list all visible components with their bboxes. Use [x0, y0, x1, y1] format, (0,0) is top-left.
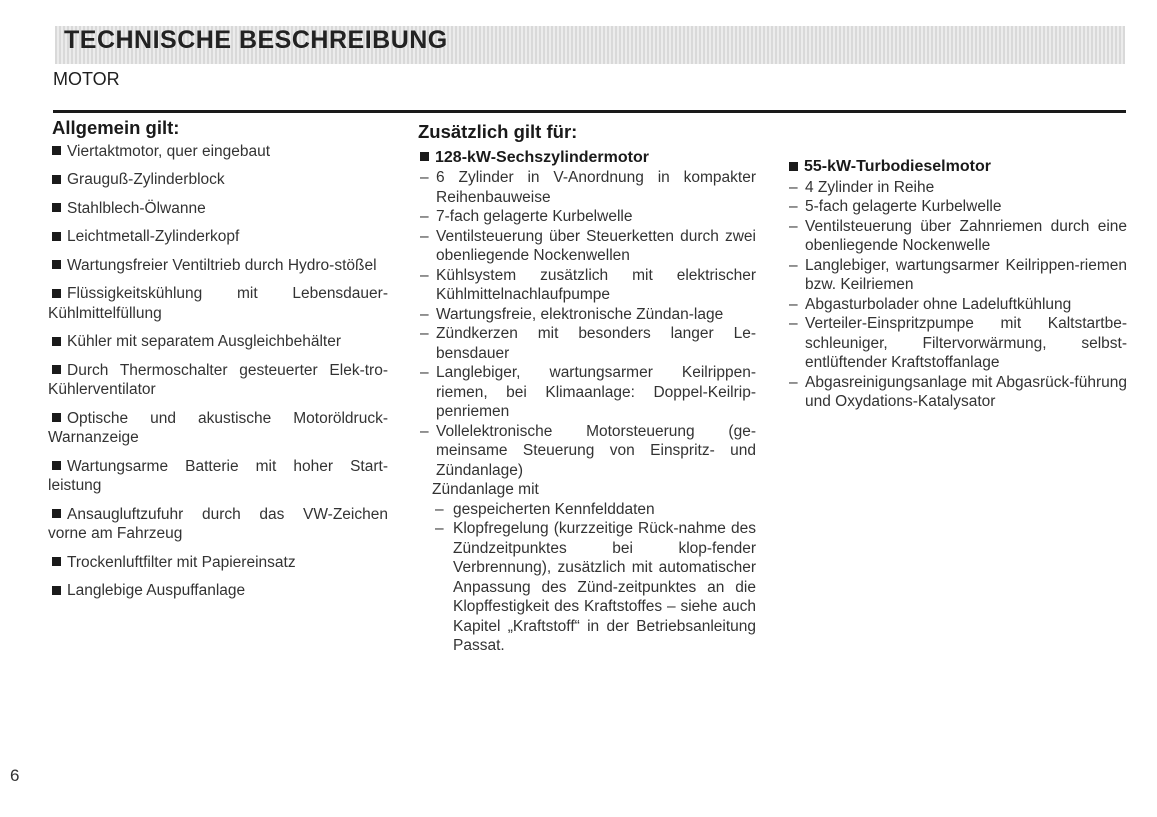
list-item-text: 5-fach gelagerte Kurbelwelle — [805, 198, 1002, 215]
list-item — [418, 227, 756, 266]
turbodiesel-heading-text: 55-kW-Turbodieselmotor — [804, 158, 991, 175]
bullet-icon — [52, 586, 61, 595]
list-item — [48, 505, 388, 544]
list-item — [48, 361, 388, 400]
list-item — [418, 324, 756, 363]
section-title: MOTOR — [53, 69, 120, 89]
list-item-text: 4 Zylinder in Reihe — [805, 178, 935, 196]
list-item-text: Vollelektronische Motorsteuerung (ge-meinsame Steuerung von Einspritz- und Zündanlage) — [436, 422, 756, 479]
bullet-icon — [52, 260, 61, 269]
list-item-text: Wartungsfreier Ventiltrieb durch Hydro-stößel — [67, 256, 377, 274]
turbodiesel-list — [787, 178, 1127, 412]
list-item — [48, 284, 388, 323]
list-item-text: Langlebiger, wartungsarmer Keilrippen-riemen, bei Klimaanlage: Doppel-Keilrip-penriemen — [436, 364, 756, 420]
list-item-text: Ansaugluftzufuhr durch das VW-Zeichen vorne am Fahrzeug — [48, 505, 388, 542]
list-item-text: Trockenluftfilter mit Papiereinsatz — [67, 553, 296, 571]
list-item-text: Kühlsystem zusätzlich mit elektrischer Kühlmittelnachlaufpumpe — [436, 266, 756, 303]
list-item — [48, 227, 388, 247]
bullet-icon — [789, 162, 798, 171]
six-cylinder-heading — [418, 148, 756, 168]
list-item — [418, 519, 756, 656]
bullet-icon — [52, 509, 61, 518]
list-item — [787, 373, 1127, 412]
general-list — [48, 142, 388, 601]
page-number: 6 — [10, 766, 20, 785]
bullet-icon — [52, 232, 61, 241]
list-item-text: Stahlblech-Ölwanne — [67, 199, 206, 217]
list-item — [418, 305, 756, 325]
list-item-text: Abgasreinigungsanlage mit Abgasrück-führung und Oxydations-Katalysator — [805, 373, 1127, 410]
list-item — [418, 168, 756, 207]
list-item — [48, 457, 388, 496]
list-item — [48, 256, 388, 276]
list-item — [48, 553, 388, 573]
list-item — [418, 422, 756, 481]
bullet-icon — [52, 203, 61, 212]
bullet-icon — [52, 365, 61, 374]
list-item-text: Leichtmetall-Zylinderkopf — [67, 228, 240, 245]
list-item-text: Abgasturbolader ohne Ladeluftkühlung — [805, 295, 1072, 313]
turbodiesel-column — [787, 157, 1127, 412]
list-item — [418, 266, 756, 305]
list-item-text: Kühler mit separatem Ausgleichbehälter — [67, 333, 341, 350]
list-item-text: 7-fach gelagerte Kurbelwelle — [436, 208, 633, 225]
list-item — [787, 314, 1127, 373]
bullet-icon — [52, 413, 61, 422]
list-item — [418, 363, 756, 422]
list-item-text: Optische und akustische Motoröldruck-Warnanzeige — [48, 409, 388, 446]
list-item-text: Ventilsteuerung über Zahnriemen durch eine obenliegende Nockenwelle — [805, 217, 1127, 254]
bullet-icon — [52, 461, 61, 470]
page-title: TECHNISCHE BESCHREIBUNG — [64, 26, 448, 54]
list-item-text: Wartungsarme Batterie mit hoher Start-leistung — [48, 457, 388, 494]
list-item-text: Ventilsteuerung über Steuerketten durch zwei obenliegende Nockenwellen — [436, 227, 756, 264]
list-item-text: Flüssigkeitskühlung mit Lebensdauer-Kühlmittelfüllung — [48, 285, 388, 322]
general-heading: Allgemein gilt: — [52, 117, 180, 138]
list-item — [787, 197, 1127, 217]
list-item — [48, 170, 388, 190]
bullet-icon — [52, 337, 61, 346]
list-item-text: Langlebiger, wartungsarmer Keilrippen-riemen bzw. Keilriemen — [805, 256, 1127, 293]
ignition-intro: Zündanlage mit — [432, 481, 539, 498]
list-item — [787, 256, 1127, 295]
list-item-text: Langlebige Auspuffanlage — [67, 582, 246, 599]
list-item-text: gespeicherten Kennfelddaten — [453, 500, 655, 518]
six-cylinder-column — [418, 122, 756, 656]
list-item — [418, 207, 756, 227]
bullet-icon — [52, 175, 61, 184]
list-item-text: Viertaktmotor, quer eingebaut — [67, 142, 271, 160]
list-item-text: Verteiler-Einspritzpumpe mit Kaltstartbe-schleuniger, Filtervorwärmung, selbst-entlüftender Kraftstoffanlage — [805, 315, 1127, 371]
list-item — [787, 178, 1127, 198]
list-item-text: Durch Thermoschalter gesteuerter Elek-tro-Kühlerventilator — [48, 361, 388, 398]
list-item — [48, 581, 388, 601]
bullet-icon — [52, 146, 61, 155]
list-item-text: Wartungsfreie, elektronische Zündan-lage — [436, 305, 724, 323]
list-item-text: Klopfregelung (kurzzeitige Rück-nahme des Zündzeitpunktes bei klop-fender Verbrennung), zusätzlich mit automatischer Anpassung des Zünd-zeitpunktes an die Klopffestigkeit des Kraftstoffes – siehe auch Kapitel „Kraftstoff“ in der Betriebsanleitung Passat. — [453, 520, 756, 654]
six-cylinder-heading-text: 128-kW-Sechszylindermotor — [435, 148, 649, 166]
six-cylinder-list — [418, 168, 756, 480]
turbodiesel-heading — [787, 157, 1127, 177]
additional-heading: Zusätzlich gilt für: — [418, 121, 578, 142]
general-column — [48, 118, 388, 610]
section-divider — [53, 110, 1126, 113]
list-item — [418, 500, 756, 520]
list-item — [787, 295, 1127, 315]
bullet-icon — [52, 289, 61, 298]
list-item — [787, 217, 1127, 256]
ignition-list — [418, 500, 756, 656]
list-item — [48, 332, 388, 352]
list-item-text: 6 Zylinder in V-Anordnung in kompakter Reihenbauweise — [436, 169, 756, 206]
list-item-text: Grauguß-Zylinderblock — [67, 171, 225, 188]
list-item — [48, 199, 388, 219]
list-item-text: Zündkerzen mit besonders langer Le-bensdauer — [436, 325, 756, 362]
list-item — [48, 409, 388, 448]
list-item — [48, 142, 388, 162]
bullet-icon — [52, 557, 61, 566]
bullet-icon — [420, 152, 429, 161]
